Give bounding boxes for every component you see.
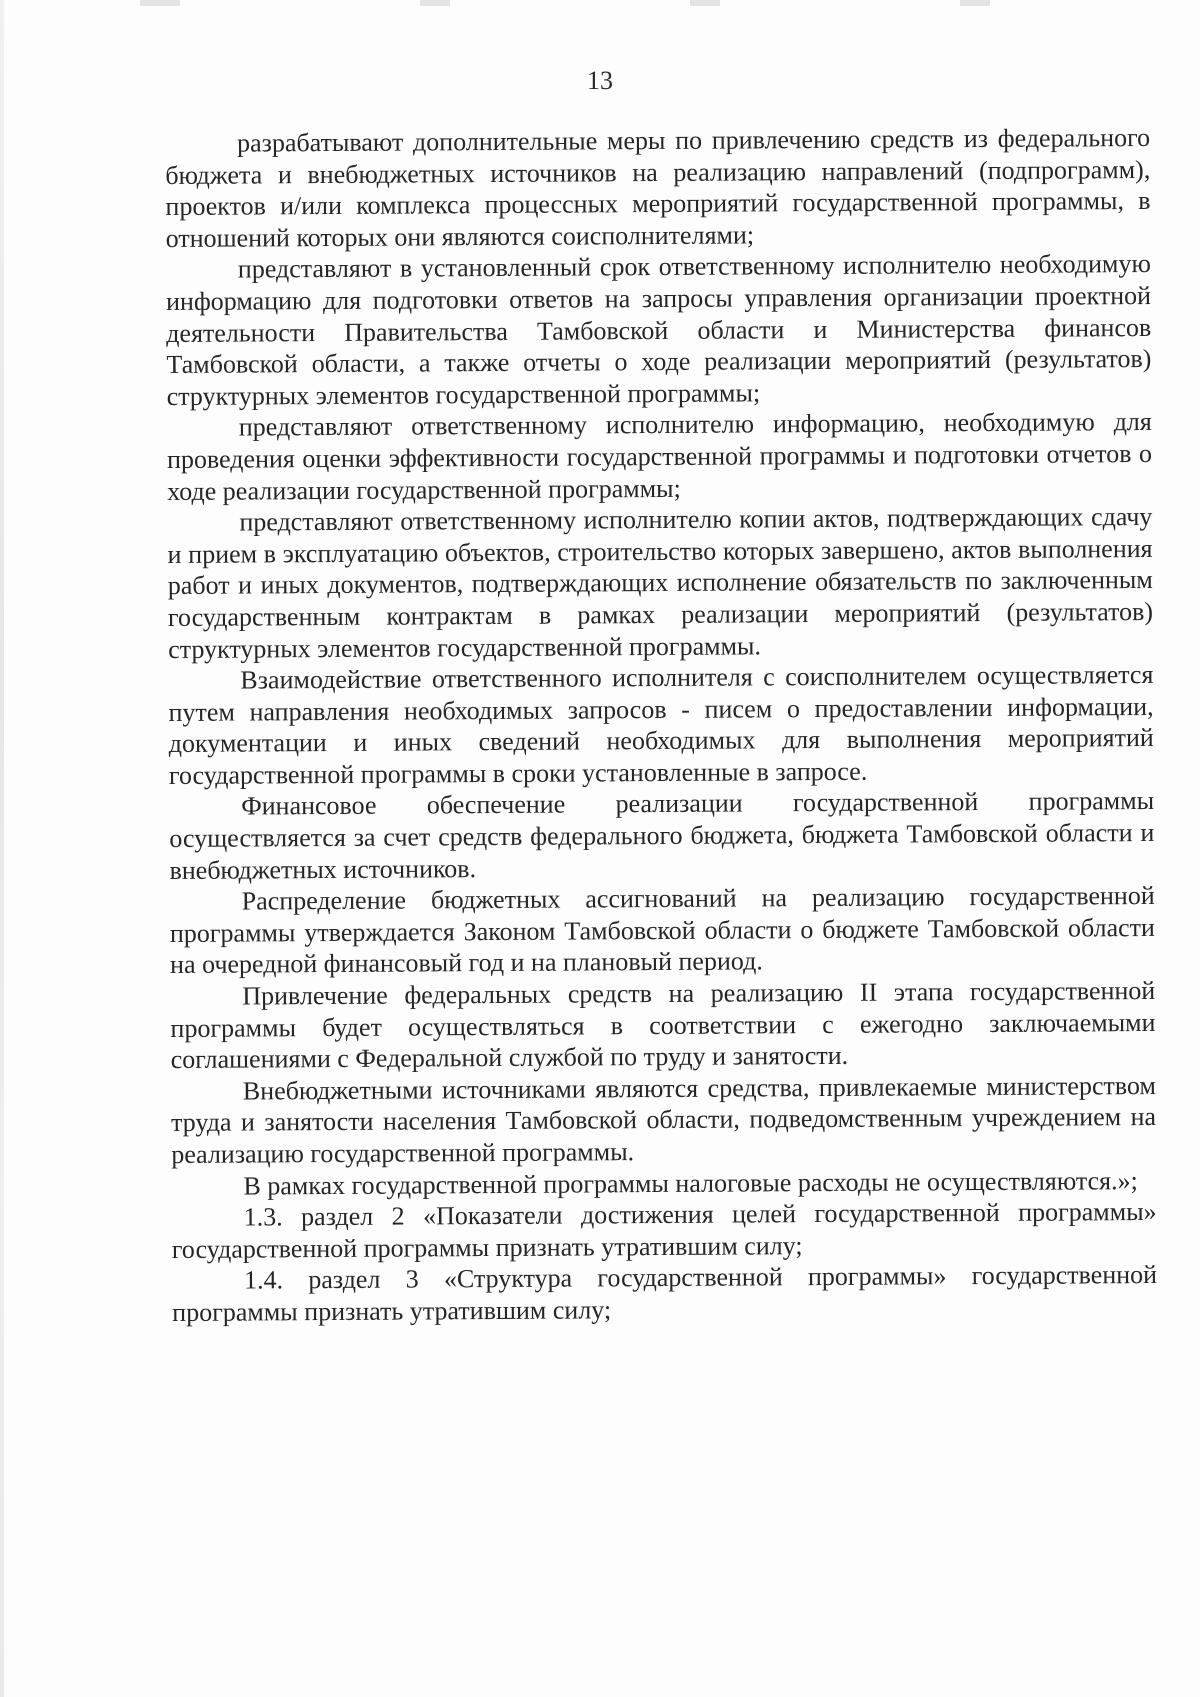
paragraph: Внебюджетными источниками являются средства, привлекаемые министерством труда и занятости населения Тамбовской области, подведомственным учреждением на реализацию государственной программы. <box>170 1070 1157 1169</box>
paragraph: представляют ответственному исполнителю информацию, необходимую для проведения оценки эффективности государственной программы и подготовки отчетов о ходе реализации государственной программы; <box>166 407 1153 506</box>
page-number: 13 <box>587 66 613 95</box>
paragraph: Взаимодействие ответственного исполнителя с соисполнителем осуществляется путем направления необходимых запросов - писем о предоставлении информации, документации и иных сведений необходимых для выполнения мероприятий государственной программы в сроки установленные в запросе. <box>168 660 1154 790</box>
scan-mark <box>140 0 180 6</box>
paragraph: Финансовое обеспечение реализации государственной программы осуществляется за счет средств федерального бюджета, бюджета Тамбовской области и внебюджетных источников. <box>169 786 1155 885</box>
paragraph: разрабатывают дополнительные меры по привлечению средств из федерального бюджета и внебюджетных источников на реализацию направлений (подпрограмм), проектов и/или комплекса процессных мероприятий государственной программы, в отношений которых они являются соисполнителями; <box>165 122 1151 253</box>
paragraph: представляют ответственному исполнителю копии актов, подтверждающих сдачу и прием в эксплуатацию объектов, строительство которых завершено, актов выполнения работ и иных документов, подтверждающих исполнение обязательств по заключенным государственным контрактам в рамках реализации мероприятий (результатов) структурных элементов государственной программы. <box>167 502 1154 664</box>
paragraph: представляют в установленный срок ответственному исполнителю необходимую информацию для подготовки ответов на запросы управления организации проектной деятельности Правительства Тамбовской области и Министерства финансов Тамбовской области, а также отчеты о ходе реализации мероприятий (результатов) структурных элементов государственной программы; <box>165 249 1152 411</box>
document-body <box>165 122 1157 1329</box>
scan-mark <box>690 0 720 6</box>
scan-edge <box>0 0 4 1697</box>
paragraph: 1.4. раздел 3 «Структура государственной программы» государственной программы признать утратившим силу; <box>172 1260 1158 1327</box>
paragraph: 1.3. раздел 2 «Показатели достижения целей государственной программы» государственной программы признать утратившим силу; <box>171 1197 1157 1264</box>
paragraph: Распределение бюджетных ассигнований на реализацию государственной программы утверждается Законом Тамбовской области о бюджете Тамбовской области на очередной финансовый год и на плановый период. <box>169 881 1155 980</box>
scan-mark <box>420 0 450 6</box>
paragraph: Привлечение федеральных средств на реализацию II этапа государственной программы будет осуществляться в соответствии с ежегодно заключаемыми соглашениями с Федеральной службой по труду и занятости. <box>170 975 1156 1075</box>
scan-mark <box>960 0 990 6</box>
paragraph: В рамках государственной программы налоговые расходы не осуществляются.»; <box>243 1165 1138 1201</box>
